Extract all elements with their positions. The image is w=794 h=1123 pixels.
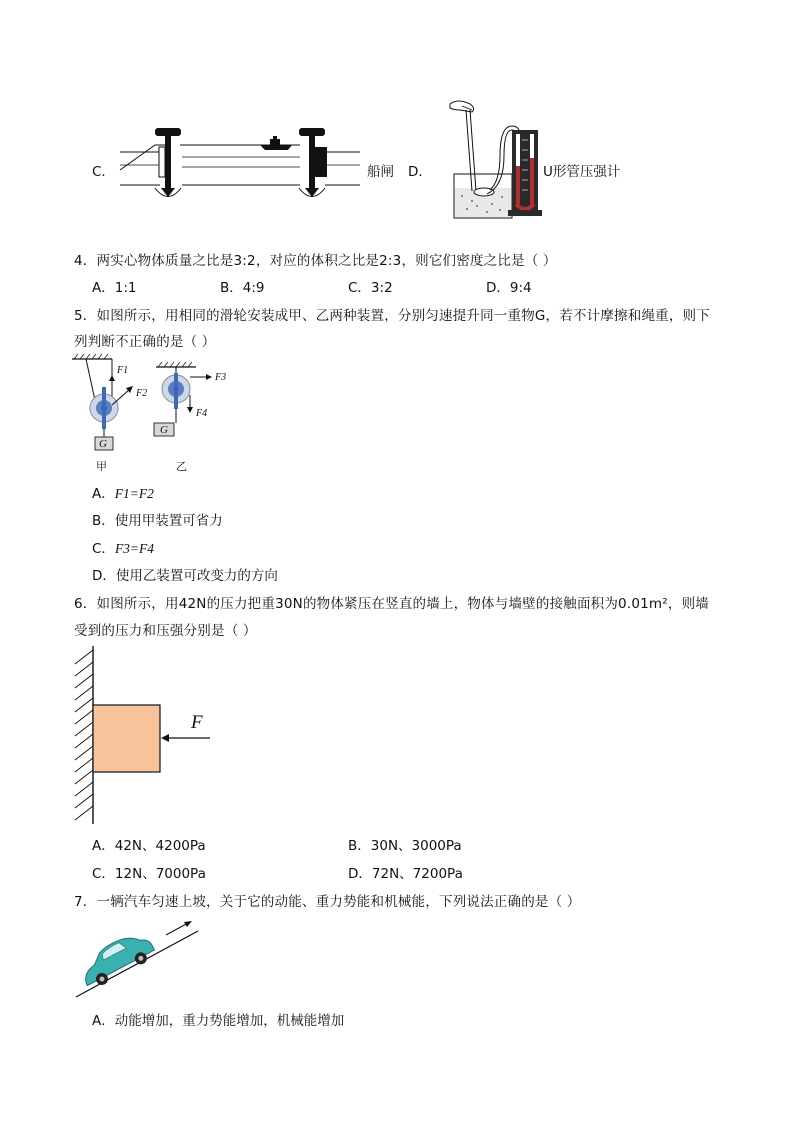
pulley-figure [68,353,268,471]
q5-option-a [92,482,154,502]
pulley-label-yi: 乙 [176,460,187,473]
q6-stem-line2: 受到的压力和压强分别是（ ） [74,623,257,639]
q5-option-c-prefix: C． [92,541,115,557]
pulley-weight-g-left: G [99,438,107,450]
q4-option-c: C．3:2 [348,280,393,296]
pulley-label-jia: 甲 [96,460,107,473]
q5-stem-line1: 5．如图所示，用相同的滑轮安装成甲、乙两种装置，分别匀速提升同一重物G，若不计摩擦和绳重，则下 [74,308,710,324]
q6-option-c: C．12N、7000Pa [92,866,206,882]
car-uphill-figure [70,913,210,1003]
ship-lock-figure [110,125,370,205]
q4-option-a: A．1:1 [92,280,137,296]
q3-option-c-label: C． [92,164,115,180]
u-tube-manometer-figure [432,96,542,221]
pulley-label-f2: F2 [136,388,148,399]
q6-option-b: B．30N、3000Pa [348,838,462,854]
q6-option-a: A．42N、4200Pa [92,838,206,854]
q4-option-b: B．4:9 [220,280,265,296]
q7-option-a: A．动能增加，重力势能增加，机械能增加 [92,1013,345,1029]
q4-stem: 4．两实心物体质量之比是3:2，对应的体积之比是2:3，则它们密度之比是（ ） [74,253,557,269]
ship-lock-caption: 船闸 [367,164,394,180]
q4-option-d: D．9:4 [486,280,532,296]
wall-block-figure [70,646,220,826]
q6-option-d: D．72N、7200Pa [348,866,463,882]
q5-option-a-formula: F1=F2 [114,486,154,501]
q5-option-a-prefix: A． [92,486,115,502]
pulley-label-f3: F3 [215,372,227,383]
pulley-weight-g-right: G [160,424,168,436]
wall-force-label: F [191,712,203,733]
q3-option-d-label: D． [408,164,432,180]
u-tube-caption: U形管压强计 [543,164,621,180]
pressed-block [93,705,160,772]
q5-option-d: D．使用乙装置可改变力的方向 [92,568,278,584]
pulley-label-f4: F4 [196,408,208,419]
q5-stem-line2: 列判断不正确的是（ ） [74,334,216,350]
q5-option-c-formula: F3=F4 [114,541,155,556]
q7-stem: 7．一辆汽车匀速上坡，关于它的动能、重力势能和机械能，下列说法正确的是（ ） [74,894,581,910]
q5-option-c [92,537,154,557]
q3-option-d [408,160,432,180]
pulley-label-f1: F1 [117,365,129,376]
q6-stem-line1: 6．如图所示，用42N的压力把重30N的物体紧压在竖直的墙上，物体与墙壁的接触面积为0.01m²，则墙 [74,596,709,612]
q5-option-b: B．使用甲装置可省力 [92,513,223,529]
